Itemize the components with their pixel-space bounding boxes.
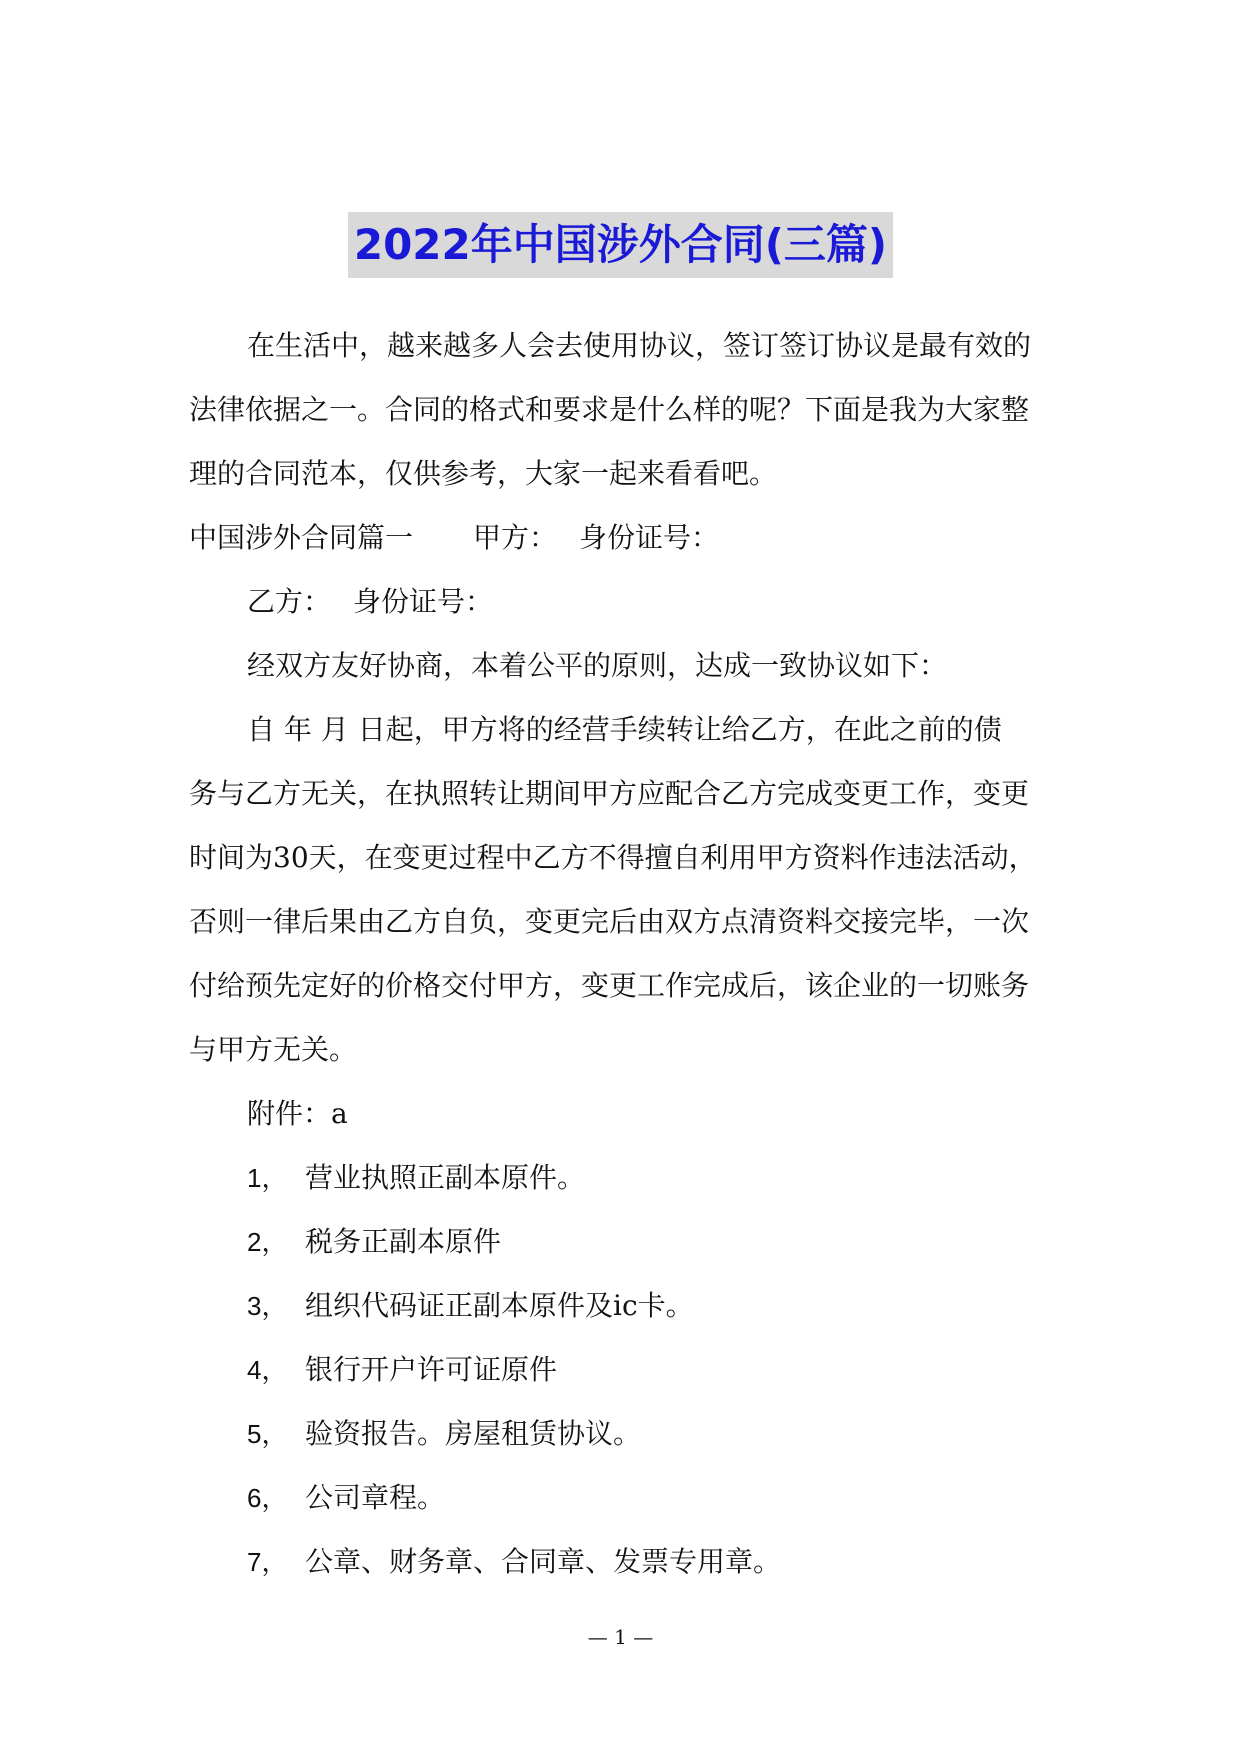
title-wrap [0,212,1241,278]
list-item-number: 6， [247,1483,288,1513]
list-item-text: 公章、财务章、合同章、发票专用章。 [305,1545,782,1578]
section-heading: 中国涉外合同篇一 [189,521,414,554]
list-item-number: 4， [247,1355,288,1385]
party-b-id-label: 身份证号： [353,585,494,618]
list-item-number: 1， [247,1163,288,1193]
list-item-text: 组织代码证正副本原件及ic卡。 [305,1289,694,1322]
body-line-5: 付给预先定好的价格交付甲方，变更工作完成后，该企业的一切账务 [189,969,1030,1002]
list-item-text: 验资报告。房屋租赁协议。 [305,1417,642,1450]
list-item-text: 银行开户许可证原件 [305,1353,558,1386]
body-line-2: 务与乙方无关，在执照转让期间甲方应配合乙方完成变更工作，变更 [189,777,1030,810]
body-line-6: 与甲方无关。 [189,1033,358,1066]
body-line-4: 否则一律后果由乙方自负，变更完后由双方点清资料交接完毕，一次 [189,905,1030,938]
page-title: 2022年中国涉外合同(三篇) [348,212,893,278]
list-item-number: 2， [247,1227,288,1257]
list-item-number: 7， [247,1547,288,1577]
intro-line-1: 在生活中，越来越多人会去使用协议，签订签订协议是最有效的 [247,329,1032,362]
section-heading-line [189,518,719,558]
list-item-text: 税务正副本原件 [305,1225,502,1258]
intro-line-2: 法律依据之一。合同的格式和要求是什么样的呢？下面是我为大家整 [189,393,1030,426]
party-a-label: 甲方： [473,521,558,554]
list-item-number: 5， [247,1419,288,1449]
body-line-3: 时间为30天，在变更过程中乙方不得擅自利用甲方资料作违法活动， [189,841,1037,874]
page-number: — 1 — [587,1625,654,1649]
party-b-line [247,582,493,622]
agreement-line: 经双方友好协商，本着公平的原则，达成一致协议如下： [247,649,948,682]
party-b-label: 乙方： [247,585,332,618]
intro-line-3: 理的合同范本，仅供参考，大家一起来看看吧。 [189,457,778,490]
list-item-number: 3， [247,1291,288,1321]
list-item-text: 营业执照正副本原件。 [305,1161,586,1194]
attachment-line: 附件：a [247,1097,348,1130]
body-line-1: 自 年 月 日起，甲方将的经营手续转让给乙方，在此之前的债 [247,713,1002,746]
party-a-id-label: 身份证号： [579,521,720,554]
list-item-text: 公司章程。 [305,1481,446,1514]
